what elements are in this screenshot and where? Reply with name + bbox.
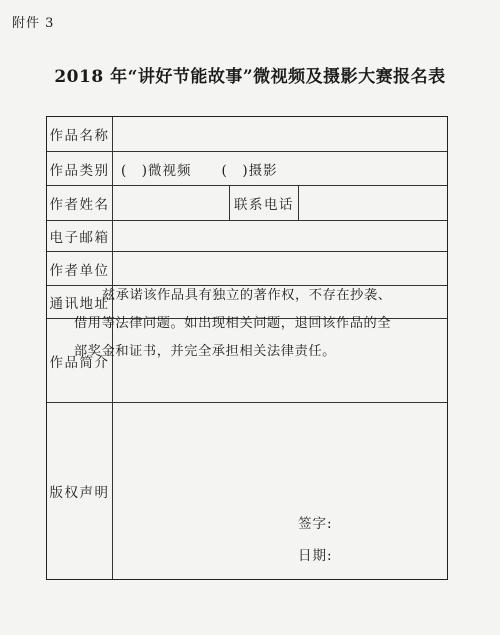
category-option-photo[interactable]: ( )摄影 <box>221 162 278 179</box>
page-title: 2018 年“讲好节能故事”微视频及摄影大赛报名表 <box>54 67 446 87</box>
copyright-statement <box>74 282 394 366</box>
row-work-name <box>47 117 447 152</box>
work-name-field[interactable] <box>113 117 447 151</box>
work-category-label: 作品类别 <box>47 152 113 185</box>
author-unit-label: 作者单位 <box>47 252 113 285</box>
row-author-unit <box>47 252 447 286</box>
attachment-label: 附件 3 <box>12 16 55 31</box>
address-label: 通讯地址 <box>47 286 113 318</box>
author-name-label: 作者姓名 <box>47 186 113 220</box>
email-field[interactable] <box>113 221 447 251</box>
work-name-label: 作品名称 <box>47 117 113 151</box>
signature-label: 签字: <box>298 516 333 532</box>
row-author-name <box>47 186 447 221</box>
category-option-video[interactable]: ( )微视频 <box>121 162 192 179</box>
row-copyright <box>47 403 447 579</box>
work-category-field <box>113 152 447 185</box>
row-work-category <box>47 152 447 186</box>
date-label: 日期: <box>298 548 333 564</box>
copyright-label: 版权声明 <box>47 403 113 579</box>
phone-label: 联系电话 <box>229 186 299 220</box>
author-unit-field[interactable] <box>113 252 447 285</box>
copyright-statement-text: 兹承诺该作品具有独立的著作权，不存在抄袭、借用等法律问题。如出现相关问题，退回该作品的全部奖金和证书，并完全承担相关法律责任。 <box>74 288 392 359</box>
row-email <box>47 221 447 252</box>
intro-label: 作品简介 <box>47 319 113 402</box>
email-label: 电子邮箱 <box>47 221 113 251</box>
